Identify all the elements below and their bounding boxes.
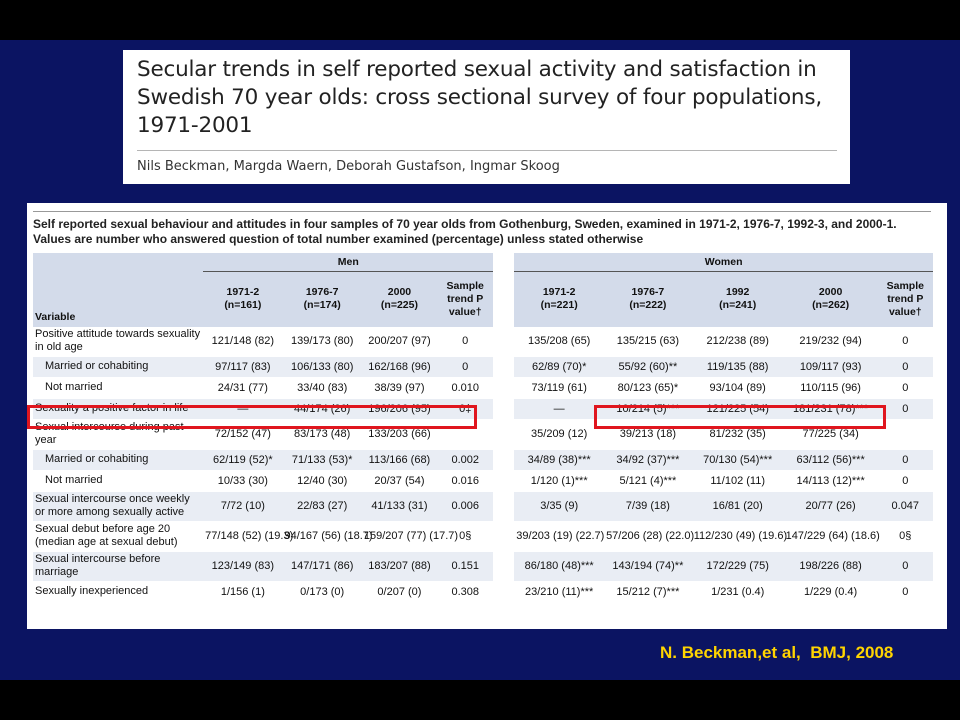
women-value-cell: 0 <box>878 327 933 357</box>
women-highlight-box <box>594 405 886 429</box>
women-value-cell: 3/35 (9) <box>514 491 604 521</box>
women-value-cell: 172/229 (75) <box>692 551 784 581</box>
men-highlight-box <box>27 405 477 429</box>
men-value-cell: 0.002 <box>437 449 493 470</box>
women-value-cell: 80/123 (65)* <box>604 377 692 398</box>
women-col-1992-header: 1992 (n=241) <box>692 272 784 327</box>
men-value-cell: 77/148 (52) (19.3) <box>203 521 282 551</box>
women-value-cell: 5/121 (4)*** <box>604 470 692 491</box>
men-value-cell: 38/39 (97) <box>362 377 437 398</box>
men-value-cell: 0/173 (0) <box>283 581 362 602</box>
column-gap <box>493 521 514 551</box>
women-value-cell: 23/210 (11)*** <box>514 581 604 602</box>
women-value-cell: 0 <box>878 356 933 377</box>
table-row <box>33 356 933 377</box>
table-body <box>33 327 933 603</box>
row-variable-label: Sexual intercourse during past year <box>33 419 203 449</box>
women-value-cell: — <box>514 398 604 419</box>
table-row <box>33 327 933 357</box>
table-row <box>33 491 933 521</box>
row-variable-label: Sexual intercourse once weekly or more among sexually active <box>33 491 203 521</box>
men-value-cell: 71/133 (53)* <box>283 449 362 470</box>
women-value-cell: 39/203 (19) (22.7) <box>514 521 604 551</box>
women-value-cell: 77/225 (34) <box>784 419 878 449</box>
women-value-cell: 0 <box>878 449 933 470</box>
column-gap <box>493 377 514 398</box>
women-value-cell: 34/89 (38)*** <box>514 449 604 470</box>
women-value-cell: 119/135 (88) <box>692 356 784 377</box>
women-value-cell: 110/115 (96) <box>784 377 878 398</box>
row-variable-label: Not married <box>33 377 203 398</box>
women-value-cell: 135/208 (65) <box>514 327 604 357</box>
row-variable-label: Sexuality a positive factor in life <box>33 398 203 419</box>
women-value-cell: 1/231 (0.4) <box>692 581 784 602</box>
row-variable-label: Positive attitude towards sexuality in old age <box>33 327 203 357</box>
men-value-cell: 0‡ <box>437 398 493 419</box>
paper-authors: Nils Beckman, Margda Waern, Deborah Gustafson, Ingmar Skoog <box>137 159 560 174</box>
column-gap <box>493 398 514 419</box>
women-value-cell: 55/92 (60)** <box>604 356 692 377</box>
women-value-cell: 112/230 (49) (19.6) <box>692 521 784 551</box>
citation-credit: N. Beckman,et al, BMJ, 2008 <box>660 643 894 662</box>
header-gap <box>493 272 514 327</box>
row-variable-label: Sexual intercourse before marriage <box>33 551 203 581</box>
women-value-cell: 7/39 (18) <box>604 491 692 521</box>
table-caption: Self reported sexual behaviour and attitudes in four samples of 70 year olds from Gothenburg, Sweden, examined in 1971-2, 1976-7, 1992-3, and 2000-1. Values are number who answered question of total number examined (percentage) unless stated otherwise <box>33 211 931 253</box>
men-value-cell: 183/207 (88) <box>362 551 437 581</box>
title-divider <box>137 150 837 151</box>
women-value-cell: 147/229 (64) (18.6) <box>784 521 878 551</box>
men-value-cell: 94/167 (56) (18.7) <box>283 521 362 551</box>
men-value-cell: 7/72 (10) <box>203 491 282 521</box>
women-value-cell: 35/209 (12) <box>514 419 604 449</box>
table-row <box>33 377 933 398</box>
women-value-cell: 219/232 (94) <box>784 327 878 357</box>
women-col-2000-header: 2000 (n=262) <box>784 272 878 327</box>
men-value-cell: — <box>203 398 282 419</box>
men-value-cell: 0 <box>437 356 493 377</box>
men-col-1971-header: 1971-2 (n=161) <box>203 272 282 327</box>
men-value-cell: 0.308 <box>437 581 493 602</box>
men-value-cell: 24/31 (77) <box>203 377 282 398</box>
row-variable-label: Not married <box>33 470 203 491</box>
men-value-cell: 121/148 (82) <box>203 327 282 357</box>
column-gap <box>493 356 514 377</box>
column-header-row <box>33 272 933 327</box>
blank-header-cell <box>33 253 203 272</box>
women-group-header: Women <box>514 253 933 272</box>
column-gap <box>493 327 514 357</box>
women-value-cell: 63/112 (56)*** <box>784 449 878 470</box>
women-col-1971-header: 1971-2 (n=221) <box>514 272 604 327</box>
men-value-cell: 72/152 (47) <box>203 419 282 449</box>
men-value-cell: 0.006 <box>437 491 493 521</box>
men-value-cell: 200/207 (97) <box>362 327 437 357</box>
women-value-cell: 20/77 (26) <box>784 491 878 521</box>
women-value-cell: 0.047 <box>878 491 933 521</box>
women-value-cell: 0 <box>878 377 933 398</box>
men-value-cell: 62/119 (52)* <box>203 449 282 470</box>
men-value-cell: 139/173 (80) <box>283 327 362 357</box>
men-value-cell: 41/133 (31) <box>362 491 437 521</box>
men-value-cell: 0§ <box>437 521 493 551</box>
men-value-cell: 97/117 (83) <box>203 356 282 377</box>
column-gap <box>493 551 514 581</box>
men-value-cell: 0.010 <box>437 377 493 398</box>
row-variable-label: Sexual debut before age 20 (median age at sexual debut) <box>33 521 203 551</box>
group-header-row <box>33 253 933 272</box>
men-col-1976-header: 1976-7 (n=174) <box>283 272 362 327</box>
table-row <box>33 470 933 491</box>
women-value-cell: 1/229 (0.4) <box>784 581 878 602</box>
table-row <box>33 551 933 581</box>
row-variable-label: Sexually inexperienced <box>33 581 203 602</box>
men-value-cell: 147/171 (86) <box>283 551 362 581</box>
women-value-cell: 34/92 (37)*** <box>604 449 692 470</box>
women-col-1976-header: 1976-7 (n=222) <box>604 272 692 327</box>
women-value-cell: 81/232 (35) <box>692 419 784 449</box>
women-value-cell: 39/213 (18) <box>604 419 692 449</box>
women-value-cell: 16/81 (20) <box>692 491 784 521</box>
men-value-cell: 0/207 (0) <box>362 581 437 602</box>
row-variable-label: Married or cohabiting <box>33 449 203 470</box>
column-gap <box>493 581 514 602</box>
men-value-cell: 106/133 (80) <box>283 356 362 377</box>
women-value-cell: 57/206 (28) (22.0) <box>604 521 692 551</box>
women-value-cell: 0§ <box>878 521 933 551</box>
men-value-cell: 162/168 (96) <box>362 356 437 377</box>
women-value-cell: 0 <box>878 551 933 581</box>
women-value-cell: 0 <box>878 470 933 491</box>
variable-column-header: Variable <box>33 272 203 327</box>
women-value-cell: 0 <box>878 398 933 419</box>
men-value-cell: 159/207 (77) (17.7) <box>362 521 437 551</box>
women-value-cell: 198/226 (88) <box>784 551 878 581</box>
women-value-cell: 93/104 (89) <box>692 377 784 398</box>
men-value-cell: 33/40 (83) <box>283 377 362 398</box>
men-value-cell: 0.151 <box>437 551 493 581</box>
women-value-cell: 212/238 (89) <box>692 327 784 357</box>
women-value-cell: 10/214 (5)*** <box>604 398 692 419</box>
women-value-cell: 0 <box>878 581 933 602</box>
women-value-cell: 1/120 (1)*** <box>514 470 604 491</box>
men-value-cell: 113/166 (68) <box>362 449 437 470</box>
women-value-cell: 143/194 (74)** <box>604 551 692 581</box>
men-value-cell: 22/83 (27) <box>283 491 362 521</box>
men-value-cell: 20/37 (54) <box>362 470 437 491</box>
table-row <box>33 449 933 470</box>
column-gap <box>493 449 514 470</box>
paper-title-card <box>123 50 850 184</box>
women-value-cell: 62/89 (70)* <box>514 356 604 377</box>
men-value-cell: 44/174 (26) <box>283 398 362 419</box>
table-row <box>33 581 933 602</box>
women-trend-header: Sample trend P value† <box>878 272 933 327</box>
women-value-cell: 109/117 (93) <box>784 356 878 377</box>
paper-title: Secular trends in self reported sexual activity and satisfaction in Swedish 70 year olds: cross sectional survey of four populations, 1971-2001 <box>137 57 822 138</box>
header-gap <box>493 253 514 272</box>
men-value-cell: 10/33 (30) <box>203 470 282 491</box>
column-gap <box>493 419 514 449</box>
women-value-cell: 14/113 (12)*** <box>784 470 878 491</box>
men-col-2000-header: 2000 (n=225) <box>362 272 437 327</box>
women-value-cell: 135/215 (63) <box>604 327 692 357</box>
men-value-cell: 133/203 (66) <box>362 419 437 449</box>
men-value-cell: 12/40 (30) <box>283 470 362 491</box>
women-value-cell: 11/102 (11) <box>692 470 784 491</box>
men-value-cell: 0.016 <box>437 470 493 491</box>
women-value-cell: 15/212 (7)*** <box>604 581 692 602</box>
women-value-cell: 70/130 (54)*** <box>692 449 784 470</box>
men-value-cell: 83/173 (48) <box>283 419 362 449</box>
women-value-cell: 181/231 (78)*** <box>784 398 878 419</box>
men-value-cell: 0 <box>437 327 493 357</box>
men-value-cell: 1/156 (1) <box>203 581 282 602</box>
men-value-cell: 196/206 (95) <box>362 398 437 419</box>
men-value-cell: 123/149 (83) <box>203 551 282 581</box>
men-trend-header: Sample trend P value† <box>437 272 493 327</box>
row-variable-label: Married or cohabiting <box>33 356 203 377</box>
column-gap <box>493 470 514 491</box>
women-value-cell: 121/225 (54) <box>692 398 784 419</box>
women-value-cell: 73/119 (61) <box>514 377 604 398</box>
table-row <box>33 521 933 551</box>
column-gap <box>493 491 514 521</box>
women-value-cell: 86/180 (48)*** <box>514 551 604 581</box>
men-group-header: Men <box>203 253 493 272</box>
